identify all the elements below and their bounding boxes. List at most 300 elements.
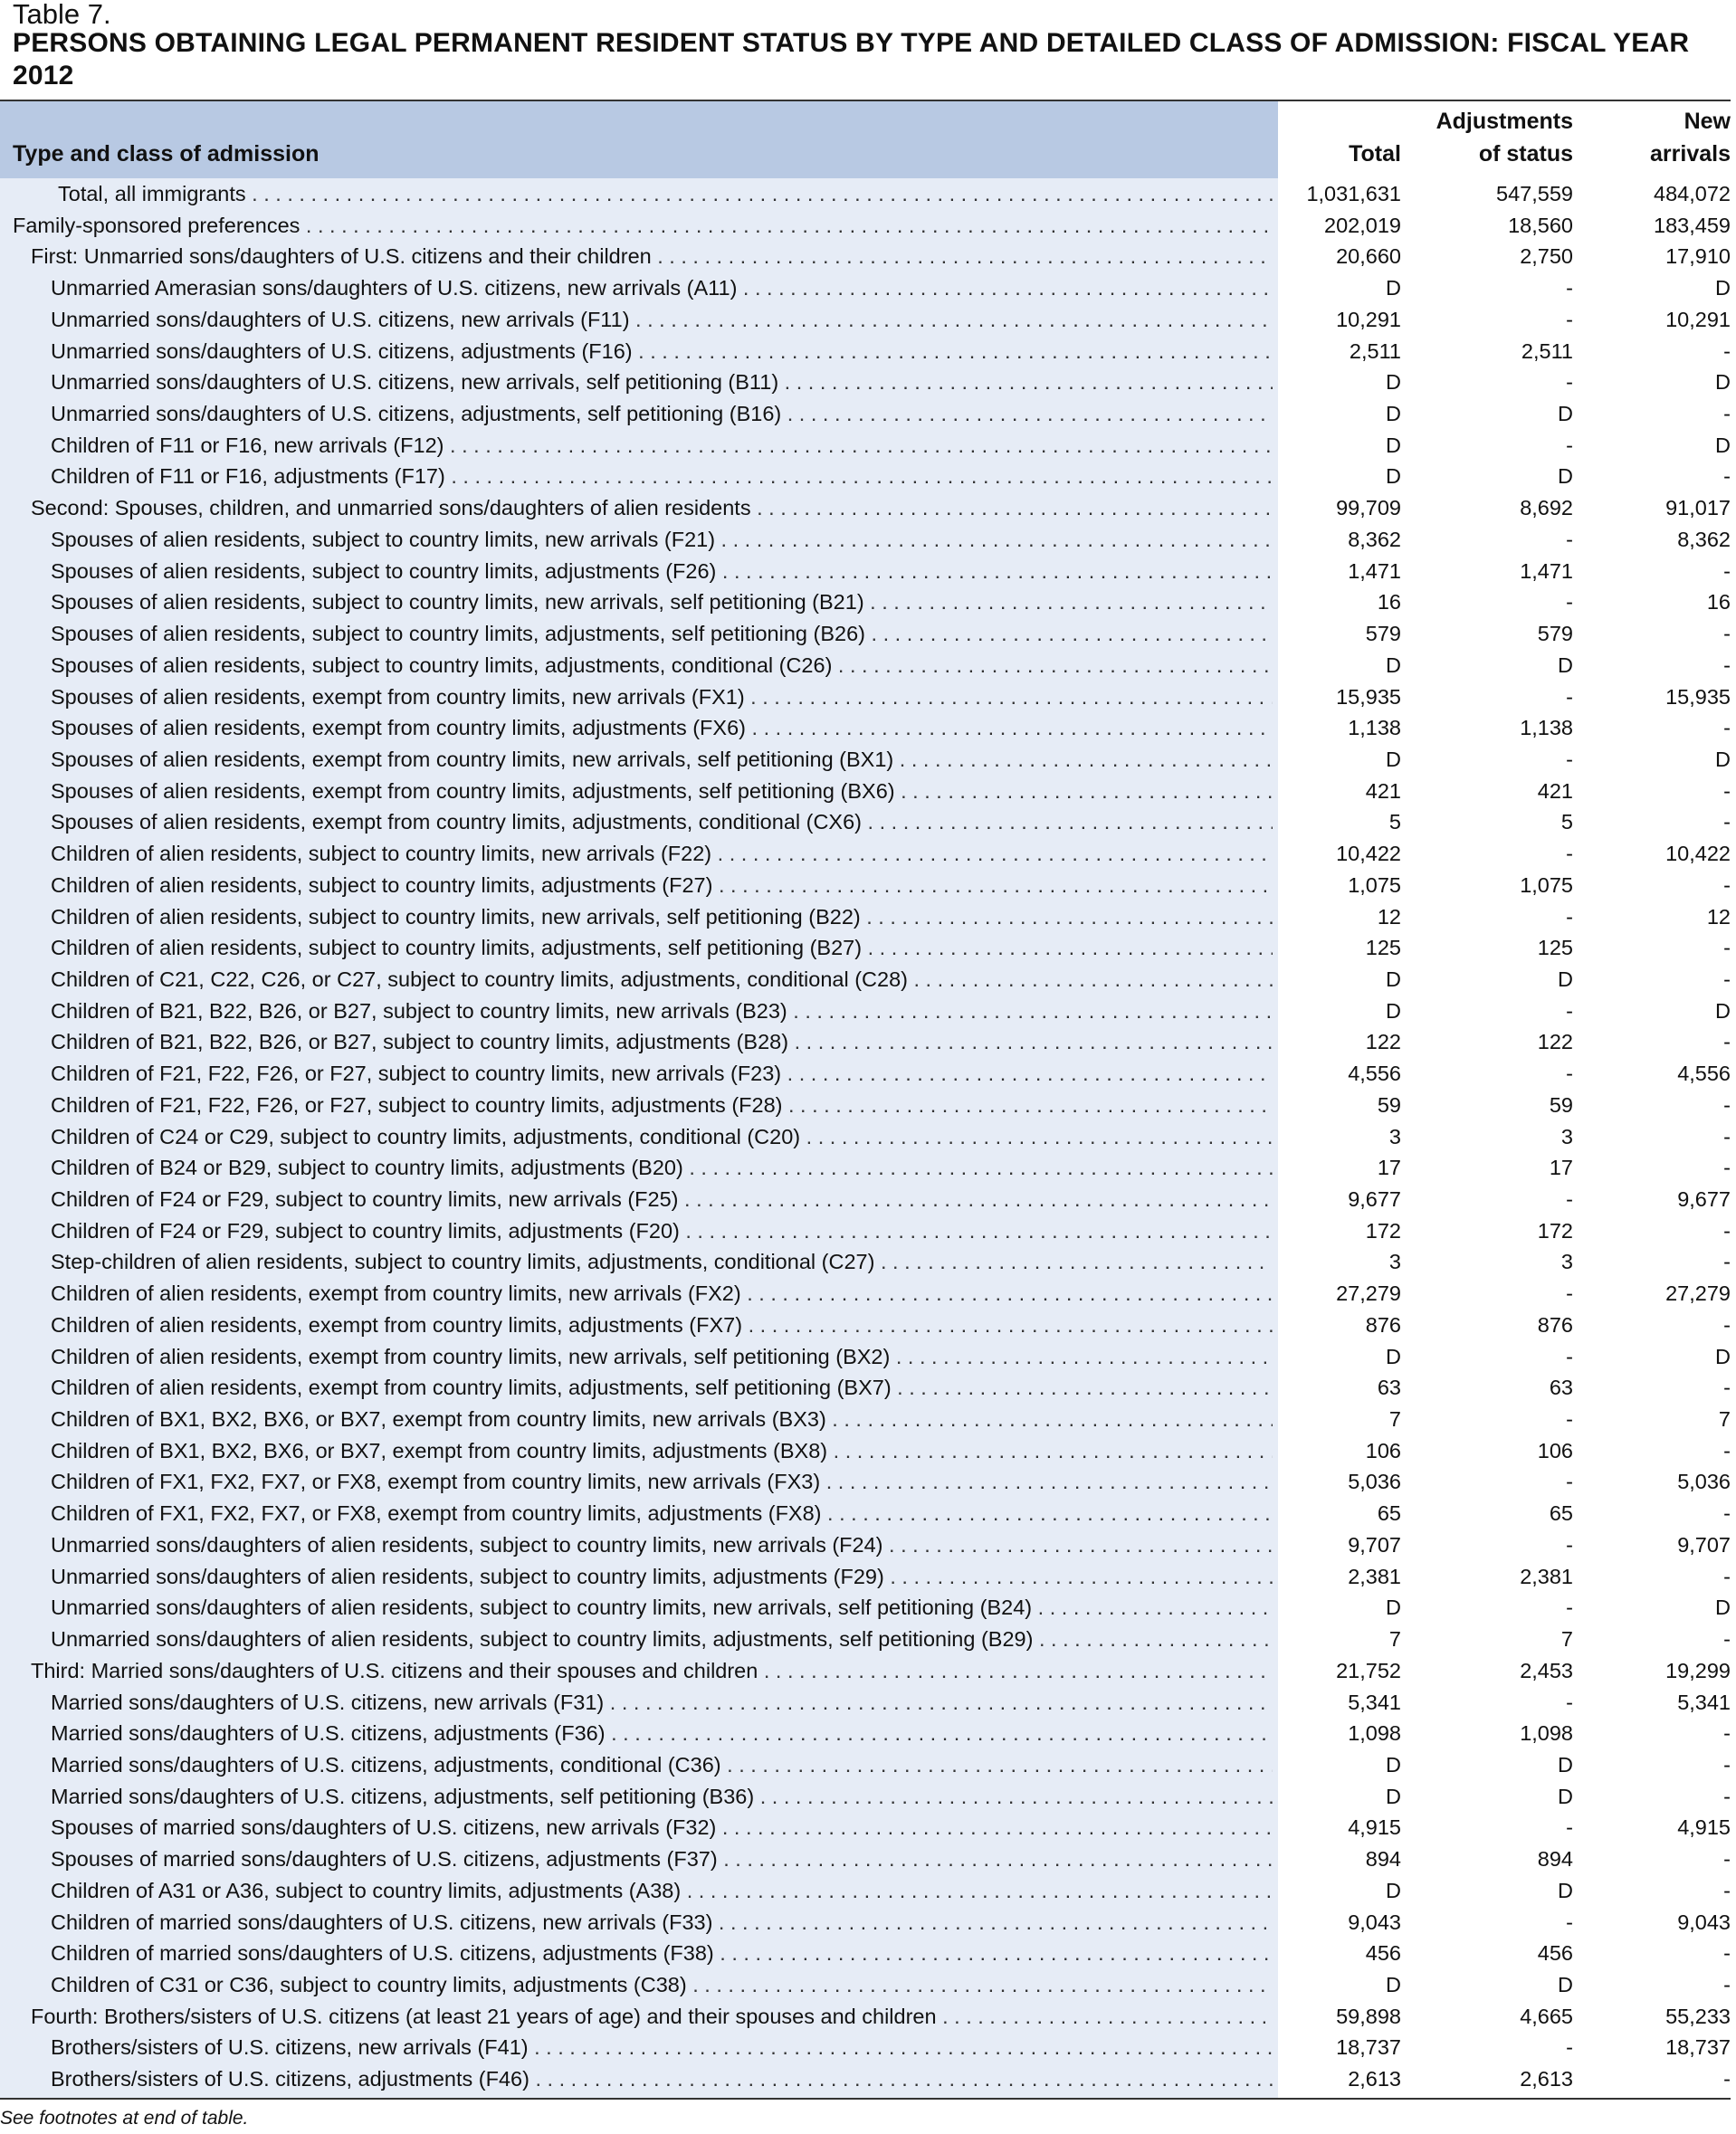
- cell-total: 2,613: [1348, 2067, 1401, 2091]
- cell-new-arrivals: 484,072: [1654, 182, 1731, 205]
- row-label: [0, 210, 1273, 242]
- table-row: [0, 2001, 1736, 2033]
- row-label: [0, 524, 1273, 556]
- row-label-text: Unmarried sons/daughters of U.S. citizens, new arrivals (F11): [51, 307, 630, 331]
- cell-new-arrivals: 9,043: [1677, 1910, 1731, 1934]
- table-row: [0, 1655, 1736, 1687]
- cell-adjustments: -: [1566, 307, 1573, 331]
- cell-adjustments: 59: [1549, 1092, 1573, 1117]
- cell-total: 4,915: [1348, 1815, 1401, 1840]
- row-label-text: Children of B21, B22, B26, or B27, subject to country limits, new arrivals (B23): [51, 998, 787, 1023]
- row-label: [0, 1058, 1273, 1090]
- cell-adjustments: -: [1566, 684, 1573, 709]
- row-label: [0, 2001, 1273, 2033]
- cell-adjustments: -: [1566, 1344, 1573, 1368]
- row-label-text: Unmarried Amerasian sons/daughters of U.S. citizens, new arrivals (A11): [51, 276, 738, 300]
- row-label: [0, 1152, 1273, 1184]
- cell-total: 9,707: [1348, 1532, 1401, 1557]
- column-header-adjustments-line1: Adjustments: [1436, 109, 1573, 134]
- table-row: [0, 1372, 1736, 1404]
- cell-total: 15,935: [1336, 684, 1401, 709]
- row-label-text: Spouses of alien residents, exempt from country limits, new arrivals (FX1): [51, 684, 745, 709]
- row-label: [0, 1687, 1273, 1719]
- row-label-text: First: Unmarried sons/daughters of U.S. citizens and their children: [31, 244, 652, 269]
- row-label: [0, 586, 1273, 618]
- cell-new-arrivals: D: [1715, 998, 1731, 1023]
- table-row: [0, 806, 1736, 838]
- cell-new-arrivals: 18,737: [1665, 2035, 1731, 2060]
- cell-total: 65: [1377, 1501, 1401, 1526]
- cell-total: D: [1386, 370, 1401, 395]
- cell-new-arrivals: -: [1723, 967, 1731, 991]
- cell-total: 894: [1365, 1847, 1401, 1872]
- cell-adjustments: -: [1566, 842, 1573, 866]
- cell-total: 1,098: [1348, 1721, 1401, 1746]
- table-row: [0, 2032, 1736, 2063]
- cell-new-arrivals: 15,935: [1665, 684, 1731, 709]
- row-label: [0, 996, 1273, 1027]
- cell-new-arrivals: 10,291: [1665, 307, 1731, 331]
- cell-total: 17: [1377, 1156, 1401, 1180]
- bottom-rule: [0, 2098, 1731, 2100]
- cell-adjustments: -: [1566, 1187, 1573, 1211]
- cell-total: 1,031,631: [1306, 182, 1401, 205]
- cell-new-arrivals: -: [1723, 1092, 1731, 1117]
- cell-total: 27,279: [1336, 1281, 1401, 1306]
- table-row: [0, 1498, 1736, 1529]
- cell-total: 10,291: [1336, 307, 1401, 331]
- row-label-text: Fourth: Brothers/sisters of U.S. citizens (at least 21 years of age) and their spouses and children: [31, 2004, 937, 2028]
- cell-adjustments: -: [1566, 1281, 1573, 1306]
- cell-adjustments: 65: [1549, 1501, 1573, 1526]
- row-label: [0, 1843, 1273, 1875]
- table-row: [0, 1121, 1736, 1153]
- cell-new-arrivals: 183,459: [1654, 213, 1731, 237]
- table-row: [0, 776, 1736, 807]
- row-label-text: Brothers/sisters of U.S. citizens, adjustments (F46): [51, 2067, 529, 2091]
- cell-adjustments: 456: [1537, 1941, 1573, 1966]
- column-header-adjustments-line2: of status: [1478, 141, 1573, 167]
- cell-adjustments: -: [1566, 1470, 1573, 1494]
- row-label-text: Unmarried sons/daughters of alien residents, subject to country limits, adjustments, self petitioning (B29): [51, 1627, 1034, 1652]
- table-row: [0, 1781, 1736, 1813]
- cell-total: 20,660: [1336, 244, 1401, 269]
- cell-total: 202,019: [1324, 213, 1401, 237]
- table-row: [0, 1843, 1736, 1875]
- cell-adjustments: 579: [1537, 622, 1573, 646]
- cell-adjustments: 172: [1537, 1218, 1573, 1243]
- table-title: PERSONS OBTAINING LEGAL PERMANENT RESIDENT STATUS BY TYPE AND DETAILED CLASS OF ADMISSION: FISCAL YEAR 2012: [13, 28, 1690, 91]
- row-label-text: Total, all immigrants: [58, 182, 246, 205]
- table-row: [0, 1215, 1736, 1247]
- cell-new-arrivals: 5,341: [1677, 1690, 1731, 1714]
- row-label-text: Children of married sons/daughters of U.S. citizens, adjustments (F38): [51, 1941, 714, 1966]
- row-label: [0, 1749, 1273, 1781]
- cell-new-arrivals: -: [1723, 402, 1731, 426]
- cell-adjustments: 894: [1537, 1847, 1573, 1872]
- cell-adjustments: 1,098: [1520, 1721, 1573, 1746]
- cell-adjustments: 125: [1537, 936, 1573, 960]
- cell-new-arrivals: -: [1723, 810, 1731, 834]
- cell-adjustments: -: [1566, 1910, 1573, 1934]
- row-label: [0, 1121, 1273, 1153]
- cell-adjustments: 2,613: [1520, 2067, 1573, 2091]
- cell-adjustments: -: [1566, 590, 1573, 614]
- cell-new-arrivals: -: [1723, 622, 1731, 646]
- cell-new-arrivals: D: [1715, 747, 1731, 771]
- cell-adjustments: 8,692: [1520, 496, 1573, 520]
- row-label: [0, 304, 1273, 336]
- cell-new-arrivals: 9,677: [1677, 1187, 1731, 1211]
- row-label-text: Unmarried sons/daughters of alien residents, subject to country limits, new arrivals, self petitioning (B24): [51, 1596, 1033, 1620]
- table-row: [0, 1875, 1736, 1907]
- row-label-text: Children of C31 or C36, subject to country limits, adjustments (C38): [51, 1972, 687, 1996]
- cell-adjustments: 2,453: [1520, 1658, 1573, 1682]
- row-label-text: Children of FX1, FX2, FX7, or FX8, exempt from country limits, new arrivals (FX3): [51, 1470, 821, 1494]
- row-label: [0, 430, 1273, 462]
- row-label: [0, 1561, 1273, 1593]
- row-label-text: Married sons/daughters of U.S. citizens, adjustments, conditional (C36): [51, 1752, 721, 1777]
- column-header-new-arrivals-line1: New: [1684, 109, 1731, 134]
- cell-new-arrivals: D: [1715, 276, 1731, 300]
- cell-new-arrivals: 5,036: [1677, 1470, 1731, 1494]
- table-row: [0, 492, 1736, 524]
- cell-total: D: [1386, 464, 1401, 489]
- cell-new-arrivals: -: [1723, 1156, 1731, 1180]
- row-label-text: Unmarried sons/daughters of alien residents, subject to country limits, new arrivals (F24): [51, 1532, 883, 1557]
- cell-new-arrivals: -: [1723, 716, 1731, 740]
- row-label-text: Children of FX1, FX2, FX7, or FX8, exempt from country limits, adjustments (FX8): [51, 1501, 822, 1526]
- cell-new-arrivals: -: [1723, 1721, 1731, 1746]
- row-label-text: Unmarried sons/daughters of U.S. citizens, adjustments, self petitioning (B16): [51, 402, 782, 426]
- table-row: [0, 1341, 1736, 1373]
- row-label: [0, 964, 1273, 996]
- cell-new-arrivals: -: [1723, 1438, 1731, 1462]
- table-row: [0, 1718, 1736, 1749]
- table-row: [0, 996, 1736, 1027]
- cell-adjustments: 17: [1549, 1156, 1573, 1180]
- cell-adjustments: 3: [1560, 1250, 1573, 1274]
- cell-adjustments: 2,511: [1521, 338, 1573, 363]
- table-row: [0, 430, 1736, 462]
- cell-total: 21,752: [1336, 1658, 1401, 1682]
- cell-adjustments: 5: [1560, 810, 1573, 834]
- cell-adjustments: 106: [1537, 1438, 1573, 1462]
- table-row: [0, 1246, 1736, 1278]
- row-label: [0, 1372, 1273, 1404]
- cell-new-arrivals: -: [1723, 464, 1731, 489]
- cell-new-arrivals: -: [1723, 1972, 1731, 1996]
- row-label-text: Spouses of alien residents, subject to country limits, new arrivals, self petitioning (B21): [51, 590, 864, 614]
- cell-total: D: [1386, 1972, 1401, 1996]
- cell-new-arrivals: -: [1723, 558, 1731, 583]
- cell-adjustments: D: [1558, 1972, 1573, 1996]
- cell-new-arrivals: 27,279: [1665, 1281, 1731, 1306]
- cell-total: 16: [1377, 590, 1401, 614]
- cell-adjustments: 122: [1537, 1030, 1573, 1054]
- cell-total: 5: [1388, 810, 1401, 834]
- row-label-text: Children of F24 or F29, subject to country limits, new arrivals (F25): [51, 1187, 679, 1211]
- table-row: [0, 2063, 1736, 2095]
- row-label-text: Children of alien residents, exempt from country limits, adjustments (FX7): [51, 1312, 743, 1337]
- cell-total: 8,362: [1348, 527, 1401, 551]
- cell-total: 3: [1388, 1124, 1401, 1148]
- row-label: [0, 1875, 1273, 1907]
- table-row: [0, 1184, 1736, 1215]
- row-label: [0, 1812, 1273, 1843]
- cell-new-arrivals: 7: [1718, 1407, 1731, 1432]
- row-label-text: Children of BX1, BX2, BX6, or BX7, exempt from country limits, new arrivals (BX3): [51, 1407, 826, 1432]
- row-label: [0, 1246, 1273, 1278]
- cell-total: D: [1386, 1596, 1401, 1620]
- table-row: [0, 524, 1736, 556]
- cell-adjustments: -: [1566, 1062, 1573, 1086]
- cell-new-arrivals: D: [1715, 1596, 1731, 1620]
- cell-total: 122: [1365, 1030, 1401, 1054]
- column-header-new-arrivals: [1650, 105, 1731, 170]
- row-label-text: Children of alien residents, exempt from country limits, new arrivals, self petitioning (BX2): [51, 1344, 891, 1368]
- table-row: [0, 1749, 1736, 1781]
- cell-new-arrivals: -: [1723, 2067, 1731, 2091]
- cell-adjustments: -: [1566, 998, 1573, 1023]
- cell-new-arrivals: -: [1723, 1752, 1731, 1777]
- row-label-text: Married sons/daughters of U.S. citizens, new arrivals (F31): [51, 1690, 605, 1714]
- cell-total: D: [1386, 1344, 1401, 1368]
- row-label-text: Spouses of alien residents, subject to country limits, new arrivals (F21): [51, 527, 716, 551]
- cell-adjustments: -: [1566, 433, 1573, 457]
- cell-new-arrivals: -: [1723, 1847, 1731, 1872]
- cell-total: D: [1386, 1878, 1401, 1902]
- cell-new-arrivals: -: [1723, 1124, 1731, 1148]
- row-label-text: Children of A31 or A36, subject to country limits, adjustments (A38): [51, 1878, 682, 1902]
- table-body: [0, 178, 1736, 2095]
- row-label-text: Married sons/daughters of U.S. citizens, adjustments (F36): [51, 1721, 606, 1746]
- row-label: [0, 870, 1273, 901]
- cell-total: 10,422: [1336, 842, 1401, 866]
- row-label-text: Step-children of alien residents, subject to country limits, adjustments, conditional (C27): [51, 1250, 875, 1274]
- row-label-text: Unmarried sons/daughters of U.S. citizens, new arrivals, self petitioning (B11): [51, 370, 779, 395]
- table-row: [0, 1687, 1736, 1719]
- table-row: [0, 838, 1736, 870]
- cell-adjustments: -: [1566, 904, 1573, 929]
- table-row: [0, 241, 1736, 272]
- row-label-text: Unmarried sons/daughters of U.S. citizens, adjustments (F16): [51, 338, 633, 363]
- cell-new-arrivals: D: [1715, 1344, 1731, 1368]
- row-label: [0, 1529, 1273, 1561]
- cell-new-arrivals: -: [1723, 1501, 1731, 1526]
- cell-total: D: [1386, 276, 1401, 300]
- table-row: [0, 367, 1736, 398]
- table-row: [0, 304, 1736, 336]
- row-label-text: Children of F21, F22, F26, or F27, subject to country limits, adjustments (F28): [51, 1092, 783, 1117]
- cell-total: 59: [1377, 1092, 1401, 1117]
- table-row: [0, 1310, 1736, 1341]
- table-row: [0, 1435, 1736, 1467]
- row-label: [0, 1969, 1273, 2001]
- cell-total: 59,898: [1336, 2004, 1401, 2028]
- cell-new-arrivals: -: [1723, 1218, 1731, 1243]
- cell-adjustments: -: [1566, 2035, 1573, 2060]
- cell-new-arrivals: D: [1715, 370, 1731, 395]
- row-label-text: Second: Spouses, children, and unmarried sons/daughters of alien residents: [31, 496, 751, 520]
- row-label: [0, 1184, 1273, 1215]
- cell-adjustments: D: [1558, 1878, 1573, 1902]
- row-label: [0, 901, 1273, 933]
- table-row: [0, 1278, 1736, 1310]
- table-row: [0, 272, 1736, 304]
- cell-new-arrivals: 12: [1706, 904, 1731, 929]
- cell-new-arrivals: 8,362: [1677, 527, 1731, 551]
- cell-adjustments: 547,559: [1496, 182, 1573, 205]
- row-label: [0, 712, 1273, 744]
- row-label: [0, 461, 1273, 492]
- table-row: [0, 1624, 1736, 1655]
- row-label: [0, 1026, 1273, 1058]
- row-label: [0, 1215, 1273, 1247]
- table-row: [0, 586, 1736, 618]
- cell-new-arrivals: 55,233: [1665, 2004, 1731, 2028]
- cell-adjustments: D: [1558, 402, 1573, 426]
- cell-new-arrivals: 16: [1706, 590, 1731, 614]
- table-row: [0, 336, 1736, 367]
- table-row: [0, 178, 1736, 210]
- cell-total: 876: [1365, 1312, 1401, 1337]
- row-label-text: Children of married sons/daughters of U.S. citizens, new arrivals (F33): [51, 1910, 713, 1934]
- row-label: [0, 1655, 1273, 1687]
- row-label: [0, 1341, 1273, 1373]
- cell-new-arrivals: -: [1723, 1250, 1731, 1274]
- cell-total: 106: [1365, 1438, 1401, 1462]
- row-label: [0, 744, 1273, 776]
- row-label-text: Children of alien residents, subject to country limits, adjustments (F27): [51, 872, 713, 897]
- cell-total: D: [1386, 402, 1401, 426]
- cell-new-arrivals: -: [1723, 936, 1731, 960]
- cell-new-arrivals: -: [1723, 1376, 1731, 1400]
- cell-total: 421: [1365, 778, 1401, 803]
- row-label-text: Family-sponsored preferences: [13, 213, 300, 237]
- row-label: [0, 1278, 1273, 1310]
- table-row: [0, 1404, 1736, 1435]
- column-header-new-arrivals-line2: arrivals: [1650, 141, 1731, 167]
- table-row: [0, 650, 1736, 681]
- row-label: [0, 1781, 1273, 1813]
- row-label: [0, 618, 1273, 650]
- cell-total: 7: [1388, 1407, 1401, 1432]
- cell-adjustments: D: [1558, 1752, 1573, 1777]
- row-label: [0, 1592, 1273, 1624]
- cell-total: 7: [1388, 1627, 1401, 1652]
- row-label-text: Children of F11 or F16, adjustments (F17): [51, 464, 445, 489]
- row-label-text: Children of C21, C22, C26, or C27, subject to country limits, adjustments, conditional (C28): [51, 967, 908, 991]
- row-label: [0, 650, 1273, 681]
- cell-total: 2,511: [1349, 338, 1401, 363]
- cell-new-arrivals: -: [1723, 1627, 1731, 1652]
- cell-new-arrivals: -: [1723, 778, 1731, 803]
- table-row: [0, 1812, 1736, 1843]
- row-label: [0, 178, 1273, 210]
- cell-total: 12: [1377, 904, 1401, 929]
- table-row: [0, 1466, 1736, 1498]
- cell-adjustments: 3: [1560, 1124, 1573, 1148]
- table-row: [0, 712, 1736, 744]
- table-label: Table 7.: [13, 0, 111, 30]
- table-row: [0, 964, 1736, 996]
- cell-total: 456: [1365, 1941, 1401, 1966]
- row-label: [0, 1938, 1273, 1969]
- table-row: [0, 1090, 1736, 1121]
- cell-adjustments: -: [1566, 1596, 1573, 1620]
- cell-total: 99,709: [1336, 496, 1401, 520]
- cell-new-arrivals: -: [1723, 1941, 1731, 1966]
- cell-new-arrivals: -: [1723, 1564, 1731, 1588]
- row-label: [0, 806, 1273, 838]
- cell-new-arrivals: 4,556: [1677, 1062, 1731, 1086]
- table-row: [0, 1907, 1736, 1939]
- row-label: [0, 932, 1273, 964]
- cell-total: D: [1386, 1752, 1401, 1777]
- column-header-adjustments: [1436, 105, 1573, 170]
- row-label-text: Children of alien residents, subject to country limits, new arrivals, self petitioning (B22): [51, 904, 861, 929]
- table-row: [0, 618, 1736, 650]
- table-row: [0, 1026, 1736, 1058]
- row-label: [0, 838, 1273, 870]
- row-label-text: Spouses of alien residents, exempt from country limits, adjustments, self petitioning (BX6): [51, 778, 895, 803]
- cell-new-arrivals: -: [1723, 1878, 1731, 1902]
- cell-new-arrivals: 4,915: [1677, 1815, 1731, 1840]
- cell-new-arrivals: D: [1715, 433, 1731, 457]
- cell-total: 125: [1365, 936, 1401, 960]
- table-row: [0, 1592, 1736, 1624]
- row-label-text: Spouses of alien residents, subject to country limits, adjustments (F26): [51, 558, 717, 583]
- cell-new-arrivals: -: [1723, 1312, 1731, 1337]
- row-label: [0, 1310, 1273, 1341]
- table-row: [0, 1529, 1736, 1561]
- row-label: [0, 2063, 1273, 2095]
- cell-new-arrivals: 91,017: [1665, 496, 1731, 520]
- row-label-text: Children of B24 or B29, subject to country limits, adjustments (B20): [51, 1156, 683, 1180]
- row-label-text: Children of alien residents, subject to country limits, adjustments, self petitioning (B27): [51, 936, 863, 960]
- row-label: [0, 367, 1273, 398]
- row-label: [0, 492, 1273, 524]
- cell-total: D: [1386, 998, 1401, 1023]
- cell-adjustments: D: [1558, 967, 1573, 991]
- row-label: [0, 272, 1273, 304]
- row-label: [0, 2032, 1273, 2063]
- row-label: [0, 556, 1273, 587]
- cell-total: 1,471: [1348, 558, 1401, 583]
- table-row: [0, 210, 1736, 242]
- row-label-text: Children of alien residents, subject to country limits, new arrivals (F22): [51, 842, 712, 866]
- row-label-text: Children of F21, F22, F26, or F27, subject to country limits, new arrivals (F23): [51, 1062, 782, 1086]
- cell-new-arrivals: -: [1723, 1030, 1731, 1054]
- cell-adjustments: -: [1566, 1532, 1573, 1557]
- row-label: [0, 776, 1273, 807]
- cell-total: D: [1386, 653, 1401, 677]
- row-label-text: Spouses of alien residents, subject to country limits, adjustments, conditional (C26): [51, 653, 833, 677]
- cell-total: D: [1386, 747, 1401, 771]
- cell-new-arrivals: -: [1723, 338, 1731, 363]
- column-header-type: Type and class of admission: [13, 141, 320, 167]
- cell-total: 63: [1377, 1376, 1401, 1400]
- table-row: [0, 556, 1736, 587]
- cell-total: 1,075: [1348, 872, 1401, 897]
- cell-adjustments: -: [1566, 1815, 1573, 1840]
- cell-total: 1,138: [1348, 716, 1401, 740]
- cell-total: 9,043: [1348, 1910, 1401, 1934]
- cell-adjustments: 18,560: [1508, 213, 1573, 237]
- table-row: [0, 461, 1736, 492]
- row-label: [0, 1466, 1273, 1498]
